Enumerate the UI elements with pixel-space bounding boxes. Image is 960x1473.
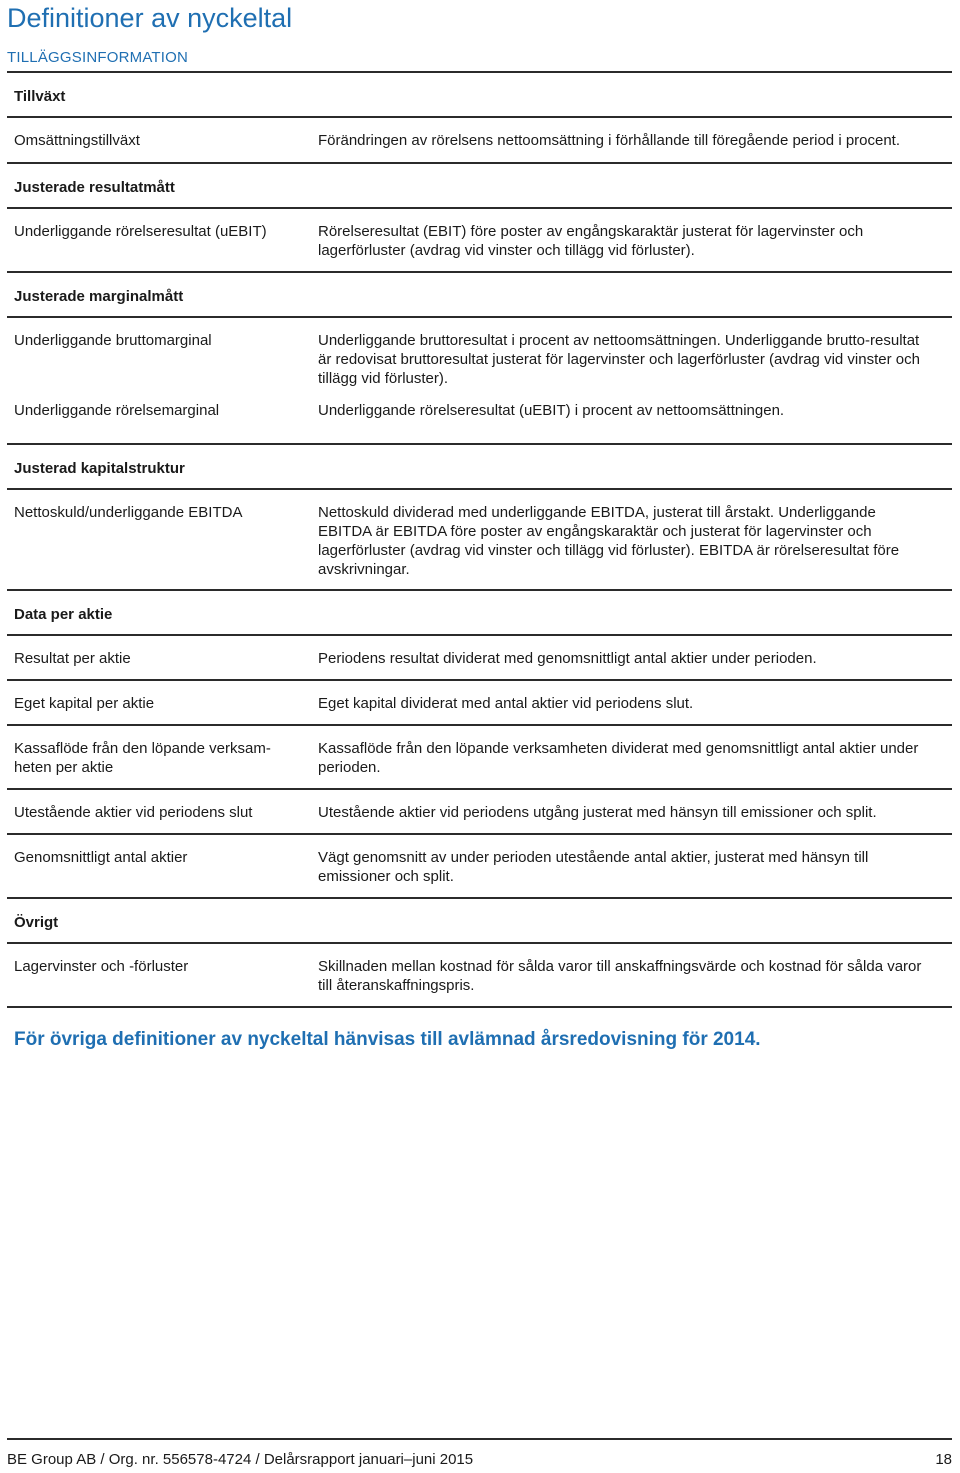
definition-description: Periodens resultat dividerat med genomsnittligt antal aktier under perioden. <box>318 650 817 667</box>
definition-description: Skillnaden mellan kostnad för sålda varor till anskaffningsvärde och kostnad för sålda varor till återanskaffningspris. <box>318 958 922 994</box>
closing-note: För övriga definitioner av nyckeltal hänvisas till avlämnad årsredovisning för 2014. <box>14 1029 761 1050</box>
definition-description: Underliggande bruttoresultat i procent av nettoomsättningen. Underliggande brutto-resultat är redovisat bruttoresultat justerat för lagervinster och lagerförluster (avdrag vid vinster och tillägg vid förluster). <box>318 332 920 387</box>
section-heading: Tillväxt <box>7 71 952 116</box>
definition-term: Omsättningstillväxt <box>14 132 140 149</box>
definition-row <box>7 398 952 443</box>
definition-term: Kassaflöde från den löpande verksam-heten per aktie <box>14 740 271 776</box>
definition-description: Eget kapital dividerat med antal aktier vid periodens slut. <box>318 695 694 712</box>
footer-rule <box>7 1438 952 1440</box>
definition-row <box>7 679 952 724</box>
definition-description: Kassaflöde från den löpande verksamheten dividerat med genomsnittligt antal aktier under perioden. <box>318 740 919 776</box>
section-heading: Justerad kapitalstruktur <box>7 443 952 488</box>
definition-term: Underliggande rörelseresultat (uEBIT) <box>14 223 267 240</box>
definition-term: Resultat per aktie <box>14 650 131 667</box>
page-title: Definitioner av nyckeltal <box>7 3 293 33</box>
definition-row <box>7 207 952 271</box>
definition-term: Utestående aktier vid periodens slut <box>14 804 253 821</box>
definition-description: Nettoskuld dividerad med underliggande EBITDA, justerat till årstakt. Underliggande EBITDA är EBITDA före poster av engångskaraktär och justerat för lagervinster och lagerförluster (avdrag vid vinster och tillägg vid förluster). EBITDA är rörelseresultat före avskrivningar. <box>318 504 900 578</box>
table-bottom-rule <box>7 1006 952 1008</box>
definition-term: Eget kapital per aktie <box>14 695 155 712</box>
definition-description: Förändringen av rörelsens nettoomsättning i förhållande till föregående period i procent. <box>318 132 901 149</box>
section-subtitle: TILLÄGGSINFORMATION <box>7 49 189 66</box>
definition-term: Lagervinster och -förluster <box>14 958 189 975</box>
definition-row <box>7 116 952 162</box>
definition-row <box>7 788 952 833</box>
section-heading: Justerade marginalmått <box>7 271 952 316</box>
section-heading: Justerade resultatmått <box>7 162 952 207</box>
footer-company-info: BE Group AB / Org. nr. 556578-4724 / Delårsrapport januari–juni 2015 <box>7 1451 474 1468</box>
section-heading: Övrigt <box>7 897 952 942</box>
definition-description: Underliggande rörelseresultat (uEBIT) i procent av nettoomsättningen. <box>318 402 785 419</box>
definition-description: Rörelseresultat (EBIT) före poster av engångskaraktär justerat för lagervinster och lagerförluster (avdrag vid vinster och tillägg vid förluster). <box>318 223 864 259</box>
definition-row <box>7 942 952 1006</box>
definition-description: Utestående aktier vid periodens utgång justerat med hänsyn till emissioner och split. <box>318 804 877 821</box>
page-number: 18 <box>935 1451 952 1468</box>
definition-row <box>7 488 952 589</box>
definitions-table <box>7 71 952 1008</box>
definition-term: Underliggande bruttomarginal <box>14 332 212 349</box>
definition-description: Vägt genomsnitt av under perioden utestående antal aktier, justerat med hänsyn till emissioner och split. <box>318 849 869 885</box>
definition-term: Genomsnittligt antal aktier <box>14 849 188 866</box>
definition-term: Nettoskuld/underliggande EBITDA <box>14 504 243 521</box>
definition-row <box>7 833 952 897</box>
definition-row <box>7 724 952 788</box>
definition-row <box>7 634 952 679</box>
definition-term: Underliggande rörelsemarginal <box>14 402 220 419</box>
section-heading: Data per aktie <box>7 589 952 634</box>
definition-row <box>7 316 952 398</box>
